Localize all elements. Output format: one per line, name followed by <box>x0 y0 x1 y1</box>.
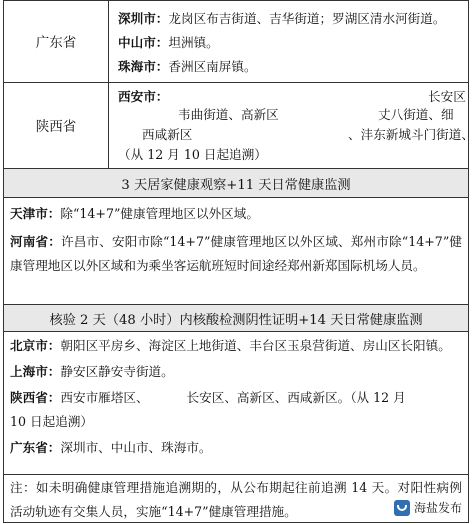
region-label-henan: 河南省： <box>10 234 61 249</box>
city-label-shenzhen: 深圳市： <box>118 11 169 26</box>
date-note: （从 12 月 10 日起追溯） <box>118 147 267 162</box>
region-text-tianjin: 除“14+7”健康管理地区以外区域。 <box>60 206 259 221</box>
region-text-shaanxi-2: 长安区、高新区、西咸新区。（从 12 月 <box>186 390 406 405</box>
district-fengdong: 、沣东新城斗门街道、 <box>348 127 474 142</box>
city-text-zhongshan: 坦洲镇。 <box>168 35 219 50</box>
region-text-henan: 许昌市、安阳市除“14+7”健康管理地区以外区域、郑州市除“14+7”健康管理地区以外区域和为乘坐客运航班短时间途经郑州新郑国际机场人员。 <box>10 234 463 273</box>
province-label: 广东省 <box>35 35 77 51</box>
section-header-nucleic-test <box>4 305 468 331</box>
region-label-shaanxi: 陕西省： <box>10 390 61 405</box>
watermark-text: 海盐发布 <box>413 501 462 515</box>
province-guangdong <box>4 0 109 82</box>
city-label-zhongshan: 中山市： <box>118 35 169 50</box>
city-text-zhuhai: 香洲区南屏镇。 <box>168 59 257 74</box>
section2-body <box>4 334 468 460</box>
region-text-guangdong: 深圳市、中山市、珠海市。 <box>60 440 212 455</box>
city-text-shenzhen: 龙岗区布吉街道、吉华街道；罗湖区清水河街道。 <box>168 11 446 26</box>
district-xixian: 西咸新区 <box>142 127 193 142</box>
footnote-text: 注：如未明确健康管理措施追溯期的，从公布期起往前追溯 14 天。对阳性病例活动轨迹有交集人员，实施“14+7”健康管理措施。 <box>10 480 462 519</box>
province-shaanxi <box>4 82 109 168</box>
district-changan: 长安区 <box>428 89 466 104</box>
city-label-zhuhai: 珠海市： <box>118 59 169 74</box>
shaanxi-cell <box>110 82 474 168</box>
region-label-shanghai: 上海市： <box>10 364 61 379</box>
region-text-shaanxi-3: 10 日起追溯） <box>10 414 93 429</box>
region-text-beijing: 朝阳区平房乡、海淀区上地街道、丰台区玉泉营街道、房山区长阳镇。 <box>60 338 451 353</box>
section-header-text: 核验 2 天（48 小时）内核酸检测阴性证明+14 天日常健康监测 <box>49 312 423 328</box>
region-text-shaanxi-1: 西安市雁塔区、 <box>60 390 149 405</box>
policy-table <box>3 0 474 523</box>
watermark <box>390 498 466 517</box>
guangdong-cities <box>110 7 468 79</box>
region-label-guangdong: 广东省： <box>10 440 61 455</box>
district-zhangba: 丈八街道、细 <box>378 107 454 122</box>
section-header-text: 3 天居家健康观察+11 天日常健康监测 <box>121 177 351 193</box>
region-label-tianjin: 天津市： <box>10 206 61 221</box>
wechat-logo-icon <box>394 500 410 516</box>
section1-body <box>4 202 468 278</box>
province-label: 陕西省 <box>35 119 77 135</box>
city-label-xian: 西安市： <box>118 89 169 104</box>
district-weiqu: 韦曲街道、高新区 <box>178 107 279 122</box>
region-label-beijing: 北京市： <box>10 338 61 353</box>
region-text-shanghai: 静安区静安寺街道。 <box>60 364 174 379</box>
section-header-home-observation <box>4 169 468 197</box>
